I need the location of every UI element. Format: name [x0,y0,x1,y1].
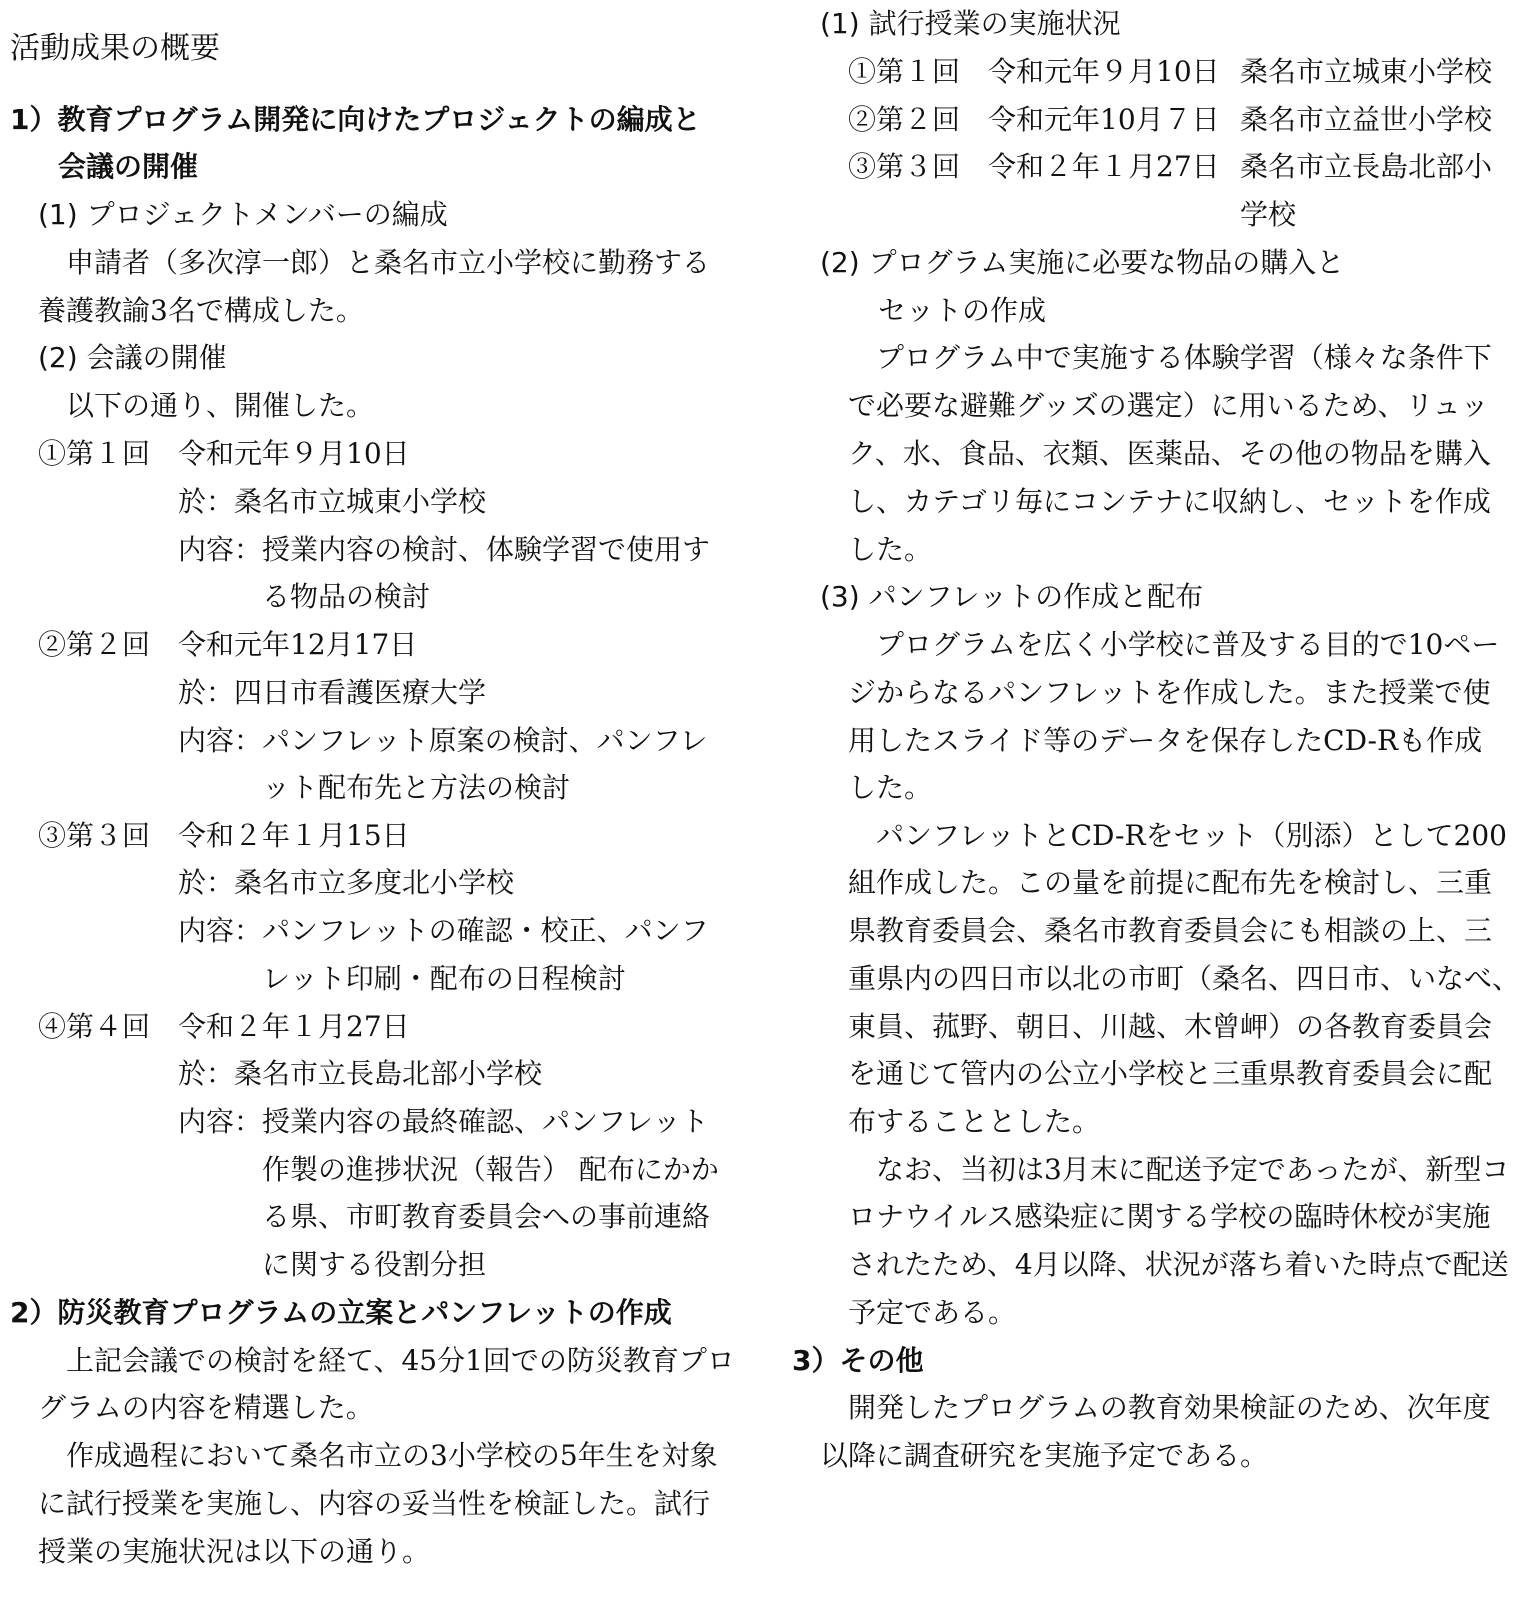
subsection-2-2-heading: (2) プログラム実施に必要な物品の購入と [820,246,1345,279]
subsection-1-2-heading: (2) 会議の開催 [38,341,227,374]
paragraph-line: 以下の通り、開催した。 [66,389,375,422]
paragraph-line: プログラム中で実施する体験学習（様々な条件下 [876,341,1492,374]
trial-number: ②第２回 [848,103,961,136]
meeting-date: 令和元年12月17日 [178,628,418,661]
trial-school: 桑名市立益世小学校 [1240,103,1493,136]
paragraph-line: 授業の実施状況は以下の通り。 [38,1535,431,1568]
subsection-1-1-heading: (1) プロジェクトメンバーの編成 [38,198,448,231]
section-1-heading: 1）教育プログラム開発に向けたプロジェクトの編成と [10,103,701,136]
meeting-content: 内容：授業内容の検討、体験学習で使用す [178,533,711,566]
meeting-content: る物品の検討 [262,580,431,613]
meeting-date: 令和２年１月27日 [178,1010,410,1043]
paragraph-line: 組作成した。この量を前提に配布先を検討し、三重 [848,866,1493,899]
paragraph-line: 東員、菰野、朝日、川越、木曾岬）の各教育委員会 [848,1010,1493,1043]
paragraph-line: 県教育委員会、桑名市教育委員会にも相談の上、三 [848,914,1493,947]
meeting-place: 於：桑名市立城東小学校 [178,485,487,518]
meeting-place: 於：四日市看護医療大学 [178,676,487,709]
meeting-number: ③第３回 [38,819,151,852]
paragraph-line: ク、水、食品、衣類、医薬品、その他の物品を購入 [848,437,1491,470]
paragraph-line: 申請者（多次淳一郎）と桑名市立小学校に勤務する [66,246,711,279]
paragraph-line: した。 [848,771,933,804]
subsection-2-2-heading-cont: セットの作成 [878,294,1047,327]
trial-date: 令和元年10月７日 [988,103,1220,136]
paragraph-line: した。 [848,533,933,566]
meeting-content: ット配布先と方法の検討 [262,771,571,804]
paragraph-line: を通じて管内の公立小学校と三重県教育委員会に配 [848,1057,1493,1090]
trial-number: ③第３回 [848,150,961,183]
meeting-content: に関する役割分担 [262,1248,487,1281]
meeting-place: 於：桑名市立多度北小学校 [178,866,515,899]
paragraph-line: ロナウイルス感染症に関する学校の臨時休校が実施 [848,1200,1491,1233]
paragraph-line: 開発したプログラムの教育効果検証のため、次年度 [848,1391,1491,1424]
meeting-place: 於：桑名市立長島北部小学校 [178,1057,543,1090]
paragraph-line: で必要な避難グッズの選定）に用いるため、リュッ [848,389,1489,422]
paragraph-line: ジからなるパンフレットを作成した。また授業で使 [848,676,1491,709]
paragraph-line: 上記会議での検討を経て、45分1回での防災教育プロ [66,1344,735,1377]
meeting-content: 内容：パンフレット原案の検討、パンフレ [178,724,708,757]
paragraph-line: 重県内の四日市以北の市町（桑名、四日市、いなべ、 [848,962,1521,995]
page-title: 活動成果の概要 [10,31,220,66]
meeting-date: 令和２年１月15日 [178,819,410,852]
meeting-content: 作製の進捗状況（報告） 配布にかか [262,1153,719,1186]
subsection-2-3-heading: (3) パンフレットの作成と配布 [820,580,1204,613]
meeting-content: 内容：授業内容の最終確認、パンフレット [178,1105,709,1138]
subsection-2-1-heading: (1) 試行授業の実施状況 [820,7,1121,40]
trial-number: ①第１回 [848,55,961,88]
meeting-date: 令和元年９月10日 [178,437,410,470]
trial-school-cont: 学校 [1240,198,1297,231]
meeting-number: ④第４回 [38,1010,151,1043]
meeting-content: る県、市町教育委員会への事前連絡 [262,1200,711,1233]
paragraph-line: されたため、4月以降、状況が落ち着いた時点で配送 [848,1248,1509,1281]
paragraph-line: なお、当初は3月末に配送予定であったが、新型コ [876,1153,1510,1186]
paragraph-line: グラムの内容を精選した。 [38,1391,374,1424]
meeting-number: ①第１回 [38,437,151,470]
paragraph-line: 作成過程において桑名市立の3小学校の5年生を対象 [66,1439,718,1472]
paragraph-line: し、カテゴリ毎にコンテナに収納し、セットを作成 [848,485,1491,518]
meeting-number: ②第２回 [38,628,151,661]
trial-school: 桑名市立城東小学校 [1240,55,1493,88]
paragraph-line: パンフレットとCD-Rをセット（別添）として200 [876,819,1507,852]
trial-date: 令和２年１月27日 [988,150,1220,183]
paragraph-line: プログラムを広く小学校に普及する目的で10ペー [876,628,1500,661]
paragraph-line: に試行授業を実施し、内容の妥当性を検証した。試行 [38,1487,711,1520]
section-3-heading: 3）その他 [792,1344,924,1377]
paragraph-line: 布することとした。 [848,1105,1101,1138]
paragraph-line: 予定である。 [848,1296,1017,1329]
paragraph-line: 養護教諭3名で構成した。 [38,294,364,327]
meeting-content: レット印刷・配布の日程検討 [262,962,626,995]
section-1-heading-cont: 会議の開催 [58,150,199,183]
trial-date: 令和元年９月10日 [988,55,1220,88]
section-2-heading: 2）防災教育プログラムの立案とパンフレットの作成 [10,1296,672,1329]
meeting-content: 内容：パンフレットの確認・校正、パンフ [178,914,709,947]
paragraph-line: 以降に調査研究を実施予定である。 [820,1439,1269,1472]
paragraph-line: 用したスライド等のデータを保存したCD-Rも作成 [848,724,1483,757]
trial-school: 桑名市立長島北部小 [1240,150,1493,183]
